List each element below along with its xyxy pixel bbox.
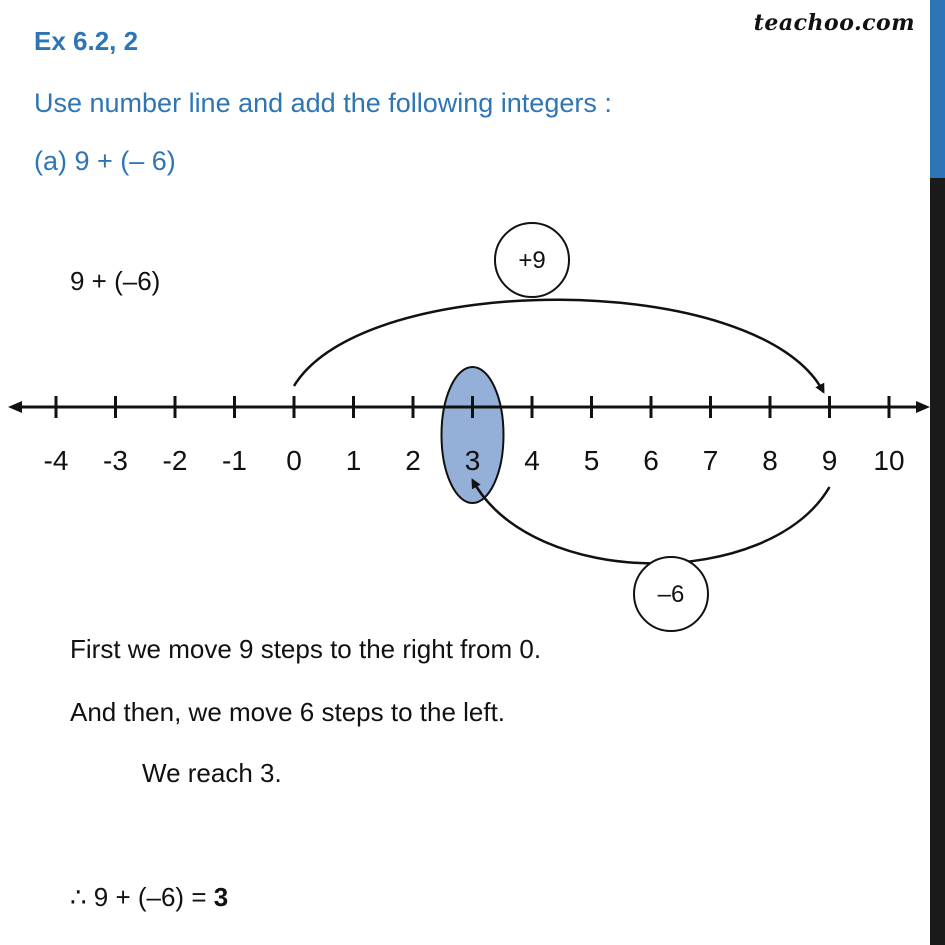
step-3-text: We reach 3. bbox=[142, 758, 282, 788]
tick-label: 2 bbox=[405, 445, 421, 476]
conclusion-answer: 3 bbox=[213, 882, 229, 912]
tick-label: 9 bbox=[821, 445, 838, 476]
first-move-label: +9 bbox=[518, 247, 546, 274]
axis-arrow-left bbox=[8, 401, 22, 413]
conclusion bbox=[70, 882, 228, 913]
exercise-title: Ex 6.2, 2 bbox=[34, 26, 139, 56]
step-2-text: And then, we move 6 steps to the left. bbox=[70, 697, 506, 727]
tick-label: 10 bbox=[873, 445, 905, 476]
question-text: Use number line and add the following integers : bbox=[34, 88, 612, 118]
tick-label: -2 bbox=[162, 445, 188, 476]
tick-label: 8 bbox=[762, 445, 778, 476]
subpart-label: (a) 9 + (– 6) bbox=[34, 146, 176, 176]
result-highlight bbox=[442, 367, 504, 503]
axis-arrow-right bbox=[916, 401, 930, 413]
tick-label: 1 bbox=[345, 445, 362, 476]
second-move-arc bbox=[473, 480, 830, 563]
scrollbar-thumb[interactable] bbox=[930, 0, 945, 178]
step-1-text: First we move 9 steps to the right from 0. bbox=[70, 634, 542, 664]
tick-label: 4 bbox=[524, 445, 540, 476]
tick-label: 3 bbox=[464, 445, 481, 476]
tick-label: -4 bbox=[43, 445, 69, 476]
tick-label: -3 bbox=[103, 445, 128, 476]
tick-label: 7 bbox=[702, 445, 719, 476]
tick-label: 0 bbox=[286, 445, 302, 476]
conclusion-prefix: ∴ 9 + (–6) = bbox=[70, 882, 214, 912]
first-move-arc bbox=[294, 300, 824, 392]
tick-label: -1 bbox=[222, 445, 247, 476]
tick-label: 6 bbox=[643, 445, 659, 476]
brand-logo: teachoo.com bbox=[753, 10, 915, 36]
expression-label: 9 + (–6) bbox=[70, 266, 161, 296]
second-move-label: –6 bbox=[657, 581, 685, 608]
tick-label: 5 bbox=[583, 445, 600, 476]
